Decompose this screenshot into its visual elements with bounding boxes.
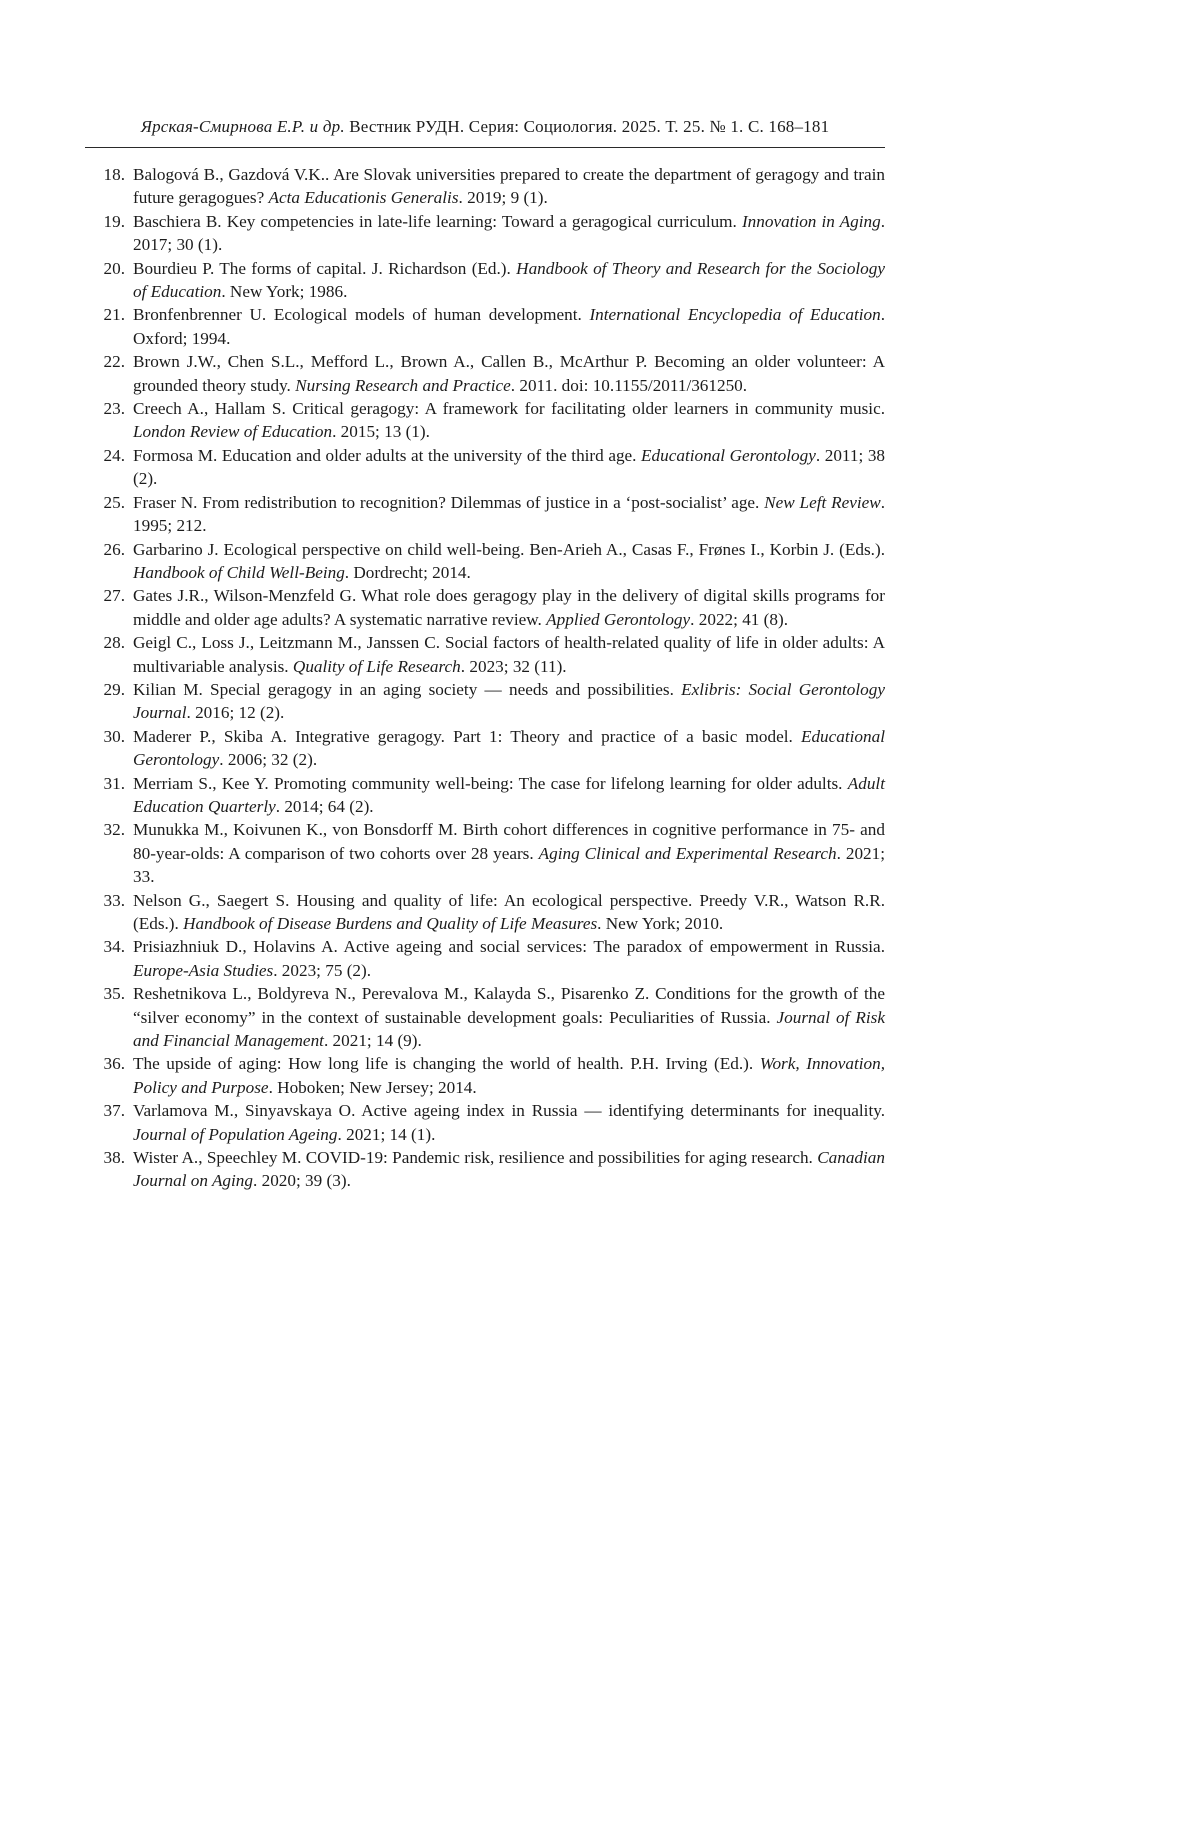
- reference-number: 26.: [103, 539, 125, 559]
- reference-number: 23.: [103, 399, 125, 419]
- reference-text: . 2006; 32 (2).: [219, 750, 318, 770]
- header-rule: [85, 147, 885, 148]
- reference-number: 20.: [103, 258, 125, 278]
- reference-text: . Dordrecht; 2014.: [344, 562, 471, 582]
- reference-source-title: Nursing Research and Practice: [295, 375, 511, 395]
- reference-text: Merriam S., Kee Y. Promoting community well-being: The case for lifelong learning for older adults.: [133, 773, 848, 793]
- reference-number: 30.: [103, 726, 125, 746]
- reference-text: . 2019; 9 (1).: [458, 188, 548, 208]
- reference-text: Fraser N. From redistribution to recognition? Dilemmas of justice in a ‘post-socialist’ age.: [133, 492, 765, 512]
- reference-text: Kilian M. Special geragogy in an aging society — needs and possibilities.: [133, 679, 682, 699]
- running-head: [85, 116, 885, 138]
- reference-item: [85, 631, 885, 678]
- reference-text: Maderer P., Skiba A. Integrative geragogy. Part 1: Theory and practice of a basic model.: [133, 726, 801, 746]
- reference-number: 33.: [103, 890, 125, 910]
- reference-text: . New York; 2010.: [597, 914, 724, 933]
- reference-item: [85, 889, 885, 936]
- reference-item: [85, 538, 885, 585]
- reference-item: [85, 725, 885, 772]
- reference-text: Munukka M., Koivunen K., von Bonsdorff M. Birth cohort differences in cognitive performance in 75- and 80-year-olds: A comparison of two cohorts over 28 years.: [133, 820, 885, 863]
- reference-number: 21.: [103, 305, 125, 325]
- reference-source-title: Handbook of Theory and Research for the Sociology of Education: [133, 258, 886, 302]
- reference-text: . 2021; 14 (1).: [337, 1124, 436, 1144]
- reference-text: . 2022; 41 (8).: [690, 609, 789, 629]
- reference-text: Brown J.W., Chen S.L., Mefford L., Brown A., Callen B., McArthur P. Becoming an older volunteer: A grounded theory study.: [133, 352, 885, 395]
- reference-text: Geigl C., Loss J., Leitzmann M., Janssen C. Social factors of health-related quality of life in older adults: A multivariable analysis.: [133, 633, 885, 676]
- reference-source-title: Educational Gerontology: [641, 445, 816, 465]
- reference-number: 37.: [103, 1101, 125, 1121]
- reference-source-title: New Left Review: [764, 492, 881, 512]
- reference-text: Balogová B., Gazdová V.K.. Are Slovak universities prepared to create the department of geragogy and train future geragogues?: [133, 165, 885, 208]
- reference-number: 38.: [103, 1148, 125, 1168]
- reference-text: . 2015; 13 (1).: [332, 422, 430, 442]
- reference-text: . 2016; 12 (2).: [186, 703, 285, 723]
- reference-item: [85, 444, 885, 491]
- reference-text: Prisiazhniuk D., Holavins A. Active ageing and social services: The paradox of empowerment in Russia.: [133, 937, 885, 957]
- reference-item: [85, 1146, 885, 1193]
- reference-number: 25.: [103, 492, 125, 512]
- reference-number: 36.: [103, 1054, 125, 1074]
- reference-list: [85, 163, 885, 1193]
- reference-text: . 2014; 64 (2).: [275, 796, 374, 816]
- reference-item: [85, 491, 885, 538]
- reference-number: 22.: [103, 352, 125, 372]
- reference-source-title: Europe-Asia Studies: [133, 960, 274, 980]
- reference-source-title: Work, Innovation, Policy and Purpose: [133, 1054, 885, 1097]
- reference-item: [85, 678, 885, 725]
- reference-source-title: Acta Educationis Generalis: [268, 188, 459, 208]
- reference-source-title: Journal of Population Ageing: [133, 1124, 338, 1144]
- reference-text: Bronfenbrenner U. Ecological models of human development.: [133, 305, 590, 325]
- reference-source-title: Quality of Life Research: [292, 656, 461, 676]
- reference-text: Formosa M. Education and older adults at the university of the third age.: [133, 445, 642, 465]
- reference-text: . 2023; 32 (11).: [460, 656, 567, 676]
- reference-item: [85, 1099, 885, 1146]
- reference-text: . 2020; 39 (3).: [253, 1171, 351, 1191]
- reference-text: . 2017; 30 (1).: [133, 211, 885, 255]
- reference-source-title: Journal of Risk and Financial Management: [133, 1007, 885, 1051]
- reference-item: [85, 772, 885, 819]
- reference-source-title: Adult Education Quarterly: [133, 773, 885, 816]
- reference-source-title: Handbook of Disease Burdens and Quality of Life Measures: [183, 914, 598, 933]
- reference-number: 29.: [103, 679, 125, 699]
- reference-text: Gates J.R., Wilson-Menzfeld G. What role does geragogy play in the delivery of digital skills programs for middle and older age adults? A systematic narrative review.: [133, 586, 885, 629]
- reference-text: . 1995; 212.: [133, 492, 886, 536]
- reference-item: [85, 584, 885, 631]
- reference-source-title: Educational Gerontology: [133, 726, 885, 770]
- reference-item: [85, 303, 885, 350]
- reference-item: [85, 257, 885, 304]
- reference-text: Garbarino J. Ecological perspective on child well-being. Ben-Arieh A., Casas F., Frønes I., Korbin J. (Eds.).: [133, 539, 885, 559]
- reference-text: . New York; 1986.: [221, 282, 348, 302]
- reference-number: 18.: [103, 165, 125, 184]
- reference-item: [85, 818, 885, 888]
- reference-number: 32.: [103, 820, 125, 840]
- reference-source-title: Applied Gerontology: [546, 609, 691, 629]
- reference-text: . 2023; 75 (2).: [273, 960, 372, 980]
- reference-text: Bourdieu P. The forms of capital. J. Richardson (Ed.).: [133, 258, 517, 278]
- reference-text: . 2021; 14 (9).: [323, 1031, 422, 1051]
- reference-item: [85, 1052, 885, 1099]
- reference-text: . 2021; 33.: [133, 843, 886, 887]
- reference-number: 27.: [103, 586, 125, 606]
- reference-text: The upside of aging: How long life is changing the world of health. P.H. Irving (Ed.).: [133, 1054, 760, 1074]
- reference-text: Nelson G., Saegert S. Housing and quality of life: An ecological perspective. Preedy V.R., Watson R.R. (Eds.).: [133, 890, 885, 933]
- page-content: [85, 116, 885, 1193]
- reference-text: Varlamova M., Sinyavskaya O. Active ageing index in Russia — identifying determinants for inequality.: [133, 1101, 885, 1121]
- reference-text: Creech A., Hallam S. Critical geragogy: A framework for facilitating older learners in community music.: [133, 399, 885, 419]
- reference-source-title: Canadian Journal on Aging: [133, 1148, 885, 1191]
- reference-number: 19.: [103, 211, 125, 231]
- reference-item: [85, 982, 885, 1052]
- reference-text: . 2011. doi: 10.1155/2011/361250.: [510, 375, 748, 395]
- reference-source-title: Handbook of Child Well-Being: [133, 562, 345, 582]
- reference-item: [85, 210, 885, 257]
- reference-text: Baschiera B. Key competencies in late-life learning: Toward a geragogical curriculum.: [133, 211, 742, 231]
- reference-text: . Hoboken; New Jersey; 2014.: [268, 1077, 477, 1097]
- reference-number: 34.: [103, 937, 125, 957]
- running-head-journal: Вестник РУДН. Серия: Социология. 2025. Т. 25. № 1. С. 168–181: [344, 117, 830, 136]
- reference-number: 31.: [103, 773, 125, 793]
- reference-source-title: Innovation in Aging: [741, 211, 881, 231]
- reference-text: . 2011; 38 (2).: [133, 445, 886, 489]
- reference-text: . Oxford; 1994.: [133, 305, 885, 348]
- reference-number: 28.: [103, 633, 125, 653]
- reference-item: [85, 350, 885, 397]
- reference-source-title: Aging Clinical and Experimental Research: [538, 843, 837, 863]
- reference-source-title: Exlibris: Social Gerontology Journal: [133, 679, 885, 723]
- reference-item: [85, 163, 885, 210]
- reference-text: Wister A., Speechley M. COVID-19: Pandemic risk, resilience and possibilities for aging research.: [133, 1148, 818, 1168]
- running-head-author: Ярская-Смирнова Е.Р. и др.: [140, 117, 345, 136]
- reference-number: 24.: [103, 445, 125, 465]
- reference-number: 35.: [103, 984, 125, 1004]
- reference-source-title: London Review of Education: [133, 422, 333, 442]
- reference-item: [85, 935, 885, 982]
- reference-item: [85, 397, 885, 444]
- reference-source-title: International Encyclopedia of Education: [589, 305, 881, 325]
- reference-text: Reshetnikova L., Boldyreva N., Perevalova M., Kalayda S., Pisarenko Z. Conditions for the growth of the “silver economy” in the context of sustainable development goals: Peculiarities of Russia.: [133, 984, 885, 1027]
